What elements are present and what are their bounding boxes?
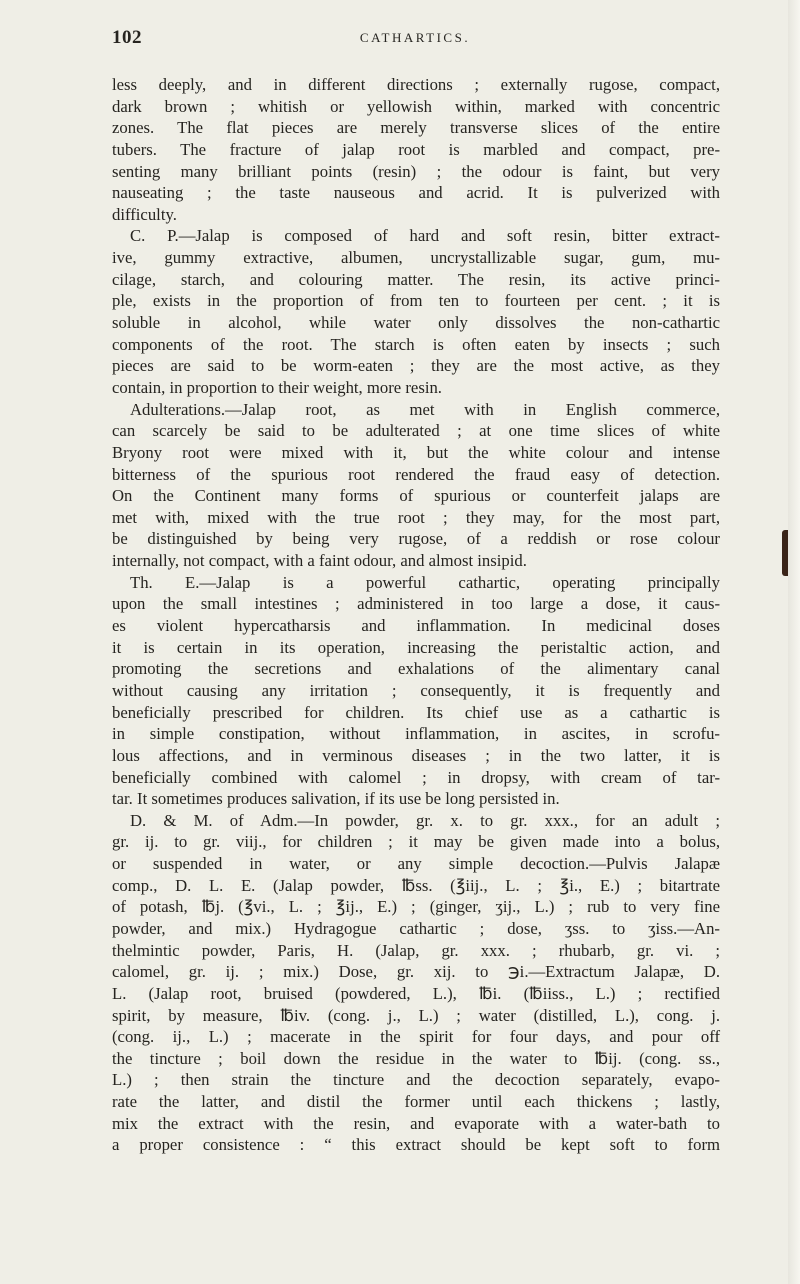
text-line: es violent hypercatharsis and inflammation. In medicinal doses: [112, 616, 720, 636]
text-line: tar. It sometimes produces salivation, if its use be long persisted in.: [112, 789, 560, 809]
text-line: in simple constipation, without inflammation, in ascites, in scrofu-: [112, 724, 720, 744]
text-line: calomel, gr. ij. ; mix.) Dose, gr. xij. to ℈i.—Extractum Jalapæ, D.: [112, 962, 720, 982]
text-line: L.) ; then strain the tincture and the decoction separately, evapo-: [112, 1070, 720, 1090]
page-number: 102: [112, 27, 142, 48]
text-line: Adulterations.—Jalap root, as met with in English commerce,: [130, 399, 720, 419]
text-line: pieces are said to be worm-eaten ; they are the most active, as they: [112, 356, 720, 376]
text-line: Bryony root were mixed with it, but the white colour and intense: [112, 442, 720, 462]
text-line: components of the root. The starch is often eaten by insects ; such: [112, 334, 720, 354]
text-line: spirit, by measure, ℔iv. (cong. j., L.) ; water (distilled, L.), cong. j.: [112, 1005, 720, 1025]
text-line: lous affections, and in verminous diseases ; in the two latter, it is: [112, 745, 720, 765]
text-line: zones. The flat pieces are merely transverse slices of the entire: [112, 118, 720, 138]
text-line: Th. E.—Jalap is a powerful cathartic, operating principally: [130, 572, 720, 592]
text-line: On the Continent many forms of spurious or counterfeit jalaps are: [112, 486, 720, 506]
text-line: L. (Jalap root, bruised (powdered, L.), ℔i. (℔iiss., L.) ; rectified: [112, 983, 720, 1003]
text-line: bitterness of the spurious root rendered the fraud easy of detection.: [112, 464, 720, 484]
page-edge: [788, 0, 800, 1284]
text-line: nauseating ; the taste nauseous and acrid. It is pulverized with: [112, 183, 720, 203]
text-line: gr. ij. to gr. viij., for children ; it may be given made into a bolus,: [112, 832, 720, 852]
text-line: ive, gummy extractive, albumen, uncrystallizable sugar, gum, mu-: [112, 248, 720, 268]
text-line: less deeply, and in different directions ; externally rugose, compact,: [112, 75, 720, 94]
page-header: [112, 27, 718, 57]
text-line: contain, in proportion to their weight, more resin.: [112, 377, 442, 397]
text-line: cilage, starch, and colouring matter. The resin, its active princi-: [112, 269, 720, 289]
text-line: tubers. The fracture of jalap root is marbled and compact, pre-: [112, 139, 720, 159]
text-line: thelmintic powder, Paris, H. (Jalap, gr. xxx. ; rhubarb, gr. vi. ;: [112, 940, 720, 960]
text-line: dark brown ; whitish or yellowish within, marked with concentric: [112, 96, 720, 116]
text-line: beneficially prescribed for children. Its chief use as a cathartic is: [112, 702, 720, 722]
text-line: internally, not compact, with a faint odour, and almost insipid.: [112, 551, 527, 571]
text-line: D. & M. of Adm.—In powder, gr. x. to gr. xxx., for an adult ;: [130, 810, 720, 830]
text-line: mix the extract with the resin, and evaporate with a water-bath to: [112, 1113, 720, 1133]
text-line: the tincture ; boil down the residue in the water to ℔ij. (cong. ss.,: [112, 1048, 720, 1068]
text-line: a proper consistence : “ this extract should be kept soft to form: [112, 1135, 720, 1155]
text-line: senting many brilliant points (resin) ; the odour is faint, but very: [112, 161, 720, 181]
text-line: beneficially combined with calomel ; in dropsy, with cream of tar-: [112, 767, 720, 787]
text-line: can scarcely be said to be adulterated ; at one time slices of white: [112, 421, 720, 441]
text-line: (cong. ij., L.) ; macerate in the spirit for four days, and pour off: [112, 1027, 720, 1047]
text-line: of potash, ℔j. (℥vi., L. ; ℥ij., E.) ; (ginger, ʒij., L.) ; rub to very fine: [112, 897, 720, 917]
text-line: be distinguished by being very rugose, of a reddish or rose colour: [112, 529, 720, 549]
margin-ink-mark: [782, 530, 788, 576]
text-line: difficulty.: [112, 204, 177, 224]
text-line: ple, exists in the proportion of from ten to fourteen per cent. ; it is: [112, 291, 720, 311]
text-line: upon the small intestines ; administered in too large a dose, it caus-: [112, 594, 720, 614]
text-line: soluble in alcohol, while water only dissolves the non-cathartic: [112, 313, 720, 333]
running-title: CATHARTICS.: [359, 30, 471, 45]
text-line: comp., D. L. E. (Jalap powder, ℔ss. (℥iij., L. ; ℥i., E.) ; bitartrate: [112, 875, 720, 895]
text-line: C. P.—Jalap is composed of hard and soft resin, bitter extract-: [130, 226, 720, 246]
body-text: [112, 74, 720, 1156]
text-line: met with, mixed with the true root ; they may, for the most part,: [112, 507, 720, 527]
text-line: promoting the secretions and exhalations of the alimentary canal: [112, 659, 720, 679]
text-line: powder, and mix.) Hydragogue cathartic ; dose, ʒss. to ʒiss.—An-: [112, 918, 720, 938]
text-line: it is certain in its operation, increasing the peristaltic action, and: [112, 637, 720, 657]
text-line: without causing any irritation ; consequently, it is frequently and: [112, 680, 720, 700]
text-line: or suspended in water, or any simple decoction.—Pulvis Jalapæ: [112, 854, 720, 874]
text-line: rate the latter, and distil the former until each thickens ; lastly,: [112, 1092, 720, 1112]
